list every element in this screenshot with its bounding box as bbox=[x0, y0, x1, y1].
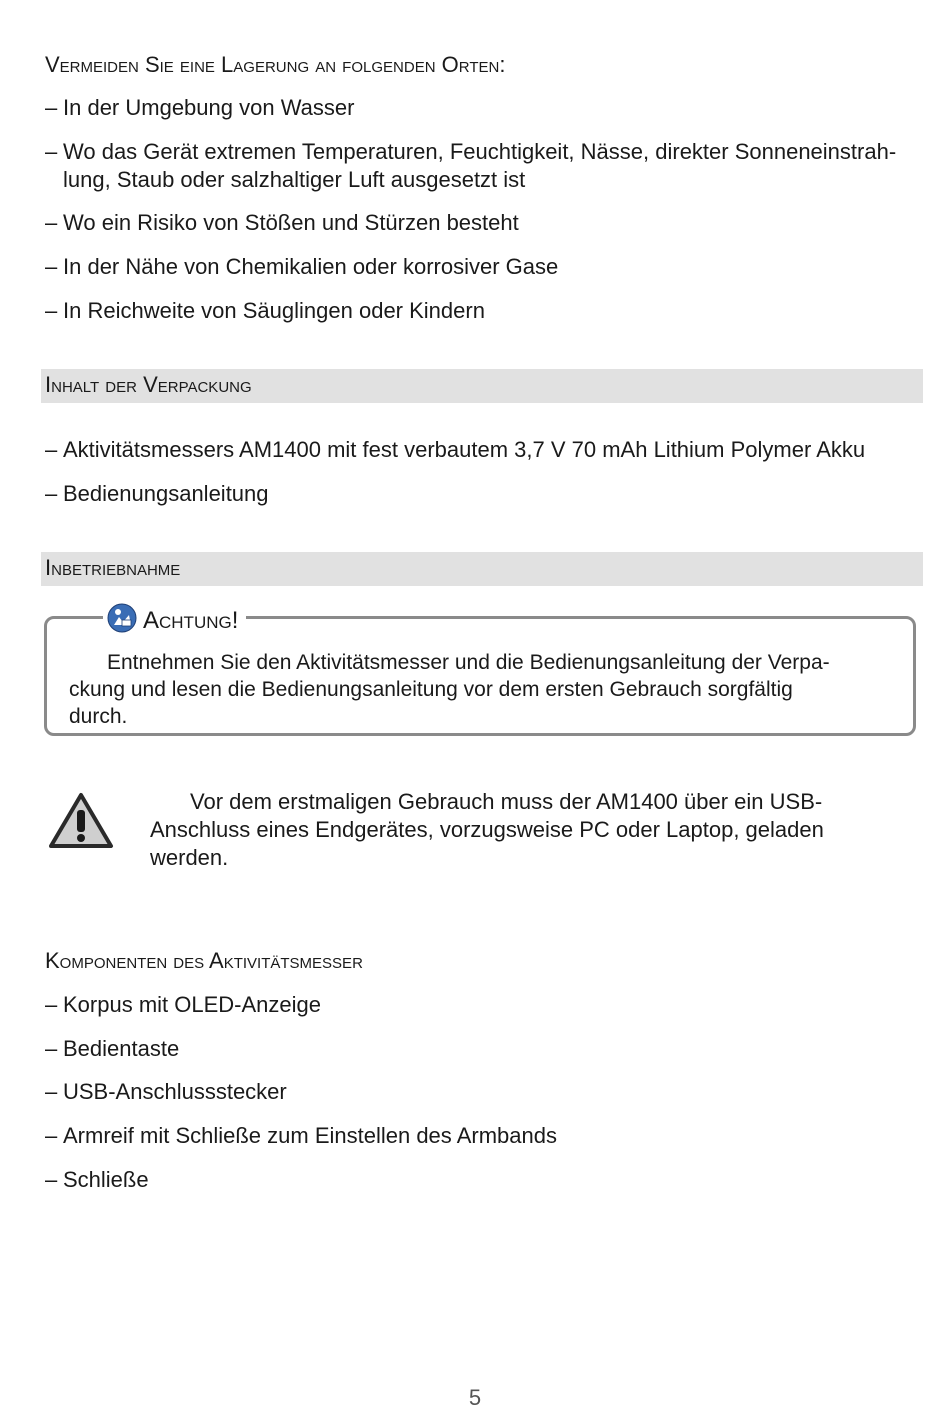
list-item: – Schließe bbox=[45, 1167, 149, 1192]
list-item: – Korpus mit OLED-Anzeige bbox=[45, 992, 321, 1017]
list-item: – Bedienungsanleitung bbox=[45, 481, 269, 506]
list-item: – Aktivitätsmessers AM1400 mit fest verbautem 3,7 V 70 mAh Lithium Polymer Akku bbox=[45, 437, 866, 462]
list-item: – Wo das Gerät extremen Temperaturen, Feuchtigkeit, Nässe, direkter Sonneneinstrah- bbox=[45, 139, 897, 164]
components-heading: Komponenten des Aktivitätsmesser bbox=[45, 948, 363, 973]
list-item: – Wo ein Risiko von Stößen und Stürzen besteht bbox=[45, 210, 519, 235]
warning-triangle-icon bbox=[48, 792, 114, 855]
page-number: 5 bbox=[468, 1385, 482, 1410]
attention-title bbox=[103, 603, 246, 638]
list-item: – In Reichweite von Säuglingen oder Kindern bbox=[45, 298, 485, 323]
charging-warning-text: Vor dem erstmaligen Gebrauch muss der AM1400 über ein USB- Anschluss eines Endgerätes, vorzugsweise PC oder Laptop, geladen werden. bbox=[150, 789, 824, 870]
setup-heading-band bbox=[41, 552, 923, 586]
attention-label: Achtung! bbox=[143, 606, 239, 634]
read-manual-icon bbox=[107, 603, 137, 638]
list-item: – Bedientaste bbox=[45, 1036, 180, 1061]
attention-box bbox=[44, 606, 916, 736]
storage-heading: Vermeiden Sie eine Lagerung an folgenden Orten: bbox=[45, 52, 506, 77]
list-item: – Armreif mit Schließe zum Einstellen des Armbands bbox=[45, 1123, 557, 1148]
attention-text: Entnehmen Sie den Aktivitätsmesser und die Bedienungsanleitung der Verpa- ckung und lesen die Bedienungsanleitung vor dem ersten Gebrauch sorgfältig durch. bbox=[69, 651, 830, 728]
list-item-continuation: lung, Staub oder salzhaltiger Luft ausgesetzt ist bbox=[63, 167, 526, 192]
setup-heading: Inbetriebnahme bbox=[45, 555, 181, 580]
package-heading: Inhalt der Verpackung bbox=[45, 372, 252, 397]
list-item: – In der Nähe von Chemikalien oder korrosiver Gase bbox=[45, 254, 559, 279]
package-heading-band bbox=[41, 369, 923, 403]
list-item: – USB-Anschlussstecker bbox=[45, 1079, 287, 1104]
list-item: – In der Umgebung von Wasser bbox=[45, 95, 355, 120]
